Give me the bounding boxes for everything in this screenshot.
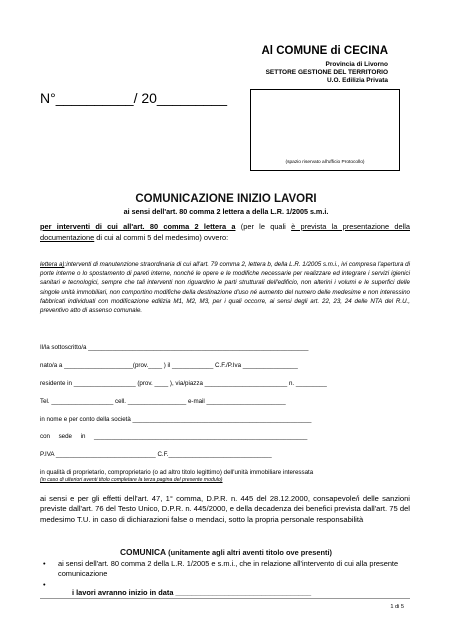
sector-label: SETTORE GESTIONE DEL TERRITORIO	[265, 69, 388, 76]
footer-divider	[40, 598, 410, 599]
page-number: 1 di 5	[390, 604, 404, 610]
intro-lead: per interventi di cui all'art. 80 comma 2 lettera a	[40, 222, 236, 231]
comunica-keyword: COMUNICA	[120, 547, 167, 557]
intro-underlined: è prevista la presentazione della documentazione	[40, 222, 410, 242]
field-contatti[interactable]: Tel. __________________ cell. _________________ e-mail _______________________	[40, 398, 286, 405]
province-label: Provincia di Livorno	[325, 61, 388, 68]
office-title: Al COMUNE di CECINA	[261, 45, 388, 57]
start-date-field[interactable]: i lavori avranno inizio in data _________________________________	[72, 588, 312, 597]
field-sede[interactable]: con sede in ______________________________________________________________	[40, 433, 308, 440]
comunica-heading	[0, 547, 452, 557]
field-societa[interactable]: in nome e per conto della società ____________________________________________________	[40, 416, 312, 423]
intro-tail: di cui al commi 5 del medesimo) ovvero:	[94, 232, 229, 242]
protocol-stamp-box	[250, 89, 400, 171]
intro-mid: (per le quali	[235, 222, 292, 231]
bullet-icon: •	[43, 559, 46, 568]
lettera-lead: lettera a)	[40, 261, 65, 268]
sanctions-paragraph: ai sensi e per gli effetti dell'art. 47, 1° comma, D.P.R. n. 445 del 28.12.2000, consapevole/i delle sanzioni previste dall'art. 76 del Testo Unico, D.P.R. n. 445/2000, e della decadenza dei benefici prevista dall'art. 75 del medesimo T.U. in caso di dichiarazioni false o mendaci, sotto la propria personale responsabilità	[40, 494, 410, 524]
bullet-1-text: ai sensi dell'art. 80 comma 2 della L.R. 1/2005 e s.m.i., che in relazione all'intervento di cui alla presente comunicazione	[58, 559, 399, 578]
lettera-text: :interventi di manutenzione straordinaria di cui all'art. 79 comma 2, lettera b, della L.R. 1/2005 s.m.i., ivi compresa l'apertura di porte interne o lo spostamento di pareti interne, nonché le opere e le modifiche necessarie per realizzare ed integrare i servizi igienici sanitari e tecnologici, sempre che tali interventi non riguardino le parti strutturali dell'edificio, non alterini i volumi e le superfici delle singole unità immobiliari, non comportino modifiche della destinazione d'uso né aumento del numero delle medesime e non interessino fabbricati individuati con modificazione edilizia M1, M2, M3, per i quali occorre, ai sensi degli art. 22, 23, 24 delle NTA del R.U., preventivo atto di assenso comunale.	[40, 261, 410, 315]
document-title: COMUNICAZIONE INIZIO LAVORI	[135, 193, 317, 205]
qualita-label: in qualità di proprietario, comproprietario (o ad altro titolo legittimo) dell'unità immobiliare interessata	[40, 469, 314, 476]
document-subtitle: ai sensi dell'art. 80 comma 2 lettera a della L.R. 1/2005 s.m.i.	[123, 207, 329, 216]
field-residente[interactable]: residente in __________________ (prov. ____ ), via/piazza ________________________ n. _________	[40, 380, 327, 387]
bullet-item-1	[43, 559, 408, 579]
field-nato[interactable]: nato/a a ____________________(prov.____ ) il ____________ C.F./P.Iva ________________	[40, 362, 298, 369]
comunica-note: (unitamente agli altri aventi titolo ove presenti)	[166, 548, 332, 557]
aventi-titolo-note: (in caso di ulteriori aventi titolo completare la terza pagina del presente modulo)	[40, 477, 223, 483]
field-piva-cf[interactable]: P.IVA _____________________________ C.F.______________________________	[40, 451, 272, 458]
unit-label: U.O. Edilizia Privata	[326, 77, 388, 84]
protocol-box-caption: (spazio riservato all'ufficio Protocollo)	[285, 160, 365, 165]
lettera-a-paragraph	[40, 260, 410, 315]
intro-paragraph	[40, 222, 410, 243]
protocol-number: N°__________/ 20_________	[40, 90, 227, 106]
bullet-icon: •	[43, 580, 46, 589]
field-sottoscritto[interactable]: Il/la sottoscritto/a ________________________________________________________________	[40, 344, 309, 351]
